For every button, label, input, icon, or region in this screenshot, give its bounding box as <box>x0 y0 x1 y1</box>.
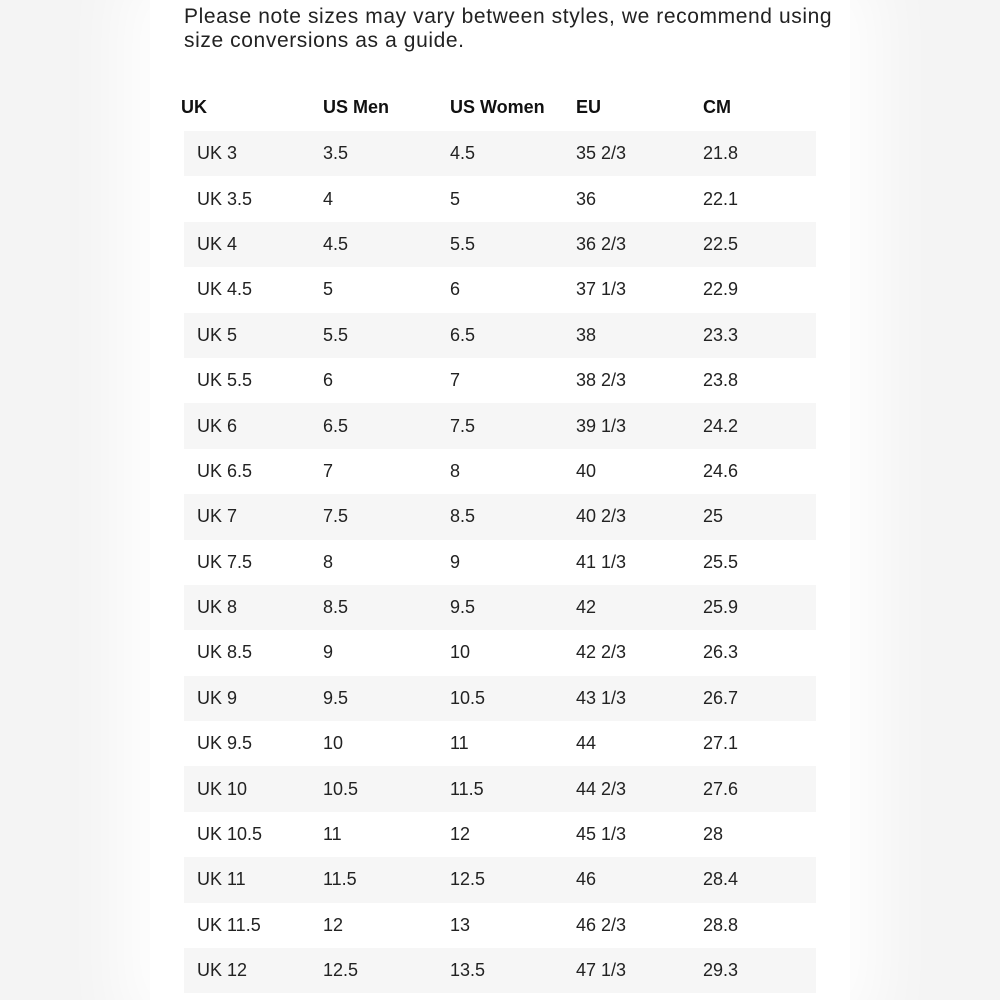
cell-eu: 43 1/3 <box>576 676 703 721</box>
cell-eu: 36 2/3 <box>576 222 703 267</box>
cell-us-men: 4 <box>323 176 450 221</box>
cell-uk: UK 10.5 <box>184 812 323 857</box>
cell-eu: 40 2/3 <box>576 494 703 539</box>
table-row <box>184 403 816 448</box>
cell-us-men: 6.5 <box>323 403 450 448</box>
cell-cm: 23.8 <box>703 358 816 403</box>
cell-eu: 38 <box>576 313 703 358</box>
cell-eu: 37 1/3 <box>576 267 703 312</box>
header-us-women: US Women <box>450 96 545 117</box>
cell-uk: UK 3 <box>184 131 323 176</box>
header-eu: EU <box>576 96 602 117</box>
table-row <box>184 766 816 811</box>
table-row <box>184 494 816 539</box>
table-body <box>184 131 816 993</box>
cell-cm: 26.3 <box>703 630 816 675</box>
cell-eu: 45 1/3 <box>576 812 703 857</box>
cell-us-men: 6 <box>323 358 450 403</box>
cell-us-men: 4.5 <box>323 222 450 267</box>
cell-eu: 42 2/3 <box>576 630 703 675</box>
cell-us-women: 4.5 <box>450 131 576 176</box>
cell-us-women: 12 <box>450 812 576 857</box>
cell-cm: 22.1 <box>703 176 816 221</box>
cell-uk: UK 5 <box>184 313 323 358</box>
cell-eu: 38 2/3 <box>576 358 703 403</box>
cell-cm: 26.7 <box>703 676 816 721</box>
cell-cm: 25.5 <box>703 540 816 585</box>
cell-cm: 24.2 <box>703 403 816 448</box>
header-cm: CM <box>703 96 731 117</box>
cell-cm: 25 <box>703 494 816 539</box>
cell-cm: 23.3 <box>703 313 816 358</box>
cell-us-women: 12.5 <box>450 857 576 902</box>
cell-us-women: 9.5 <box>450 585 576 630</box>
table-row <box>184 449 816 494</box>
cell-uk: UK 11 <box>184 857 323 902</box>
cell-uk: UK 10 <box>184 766 323 811</box>
cell-us-women: 11.5 <box>450 766 576 811</box>
cell-us-women: 7 <box>450 358 576 403</box>
cell-us-men: 8 <box>323 540 450 585</box>
cell-uk: UK 4 <box>184 222 323 267</box>
table-row <box>184 857 816 902</box>
cell-uk: UK 9.5 <box>184 721 323 766</box>
cell-cm: 28.8 <box>703 903 816 948</box>
cell-us-men: 11.5 <box>323 857 450 902</box>
cell-eu: 42 <box>576 585 703 630</box>
cell-cm: 22.5 <box>703 222 816 267</box>
cell-us-women: 9 <box>450 540 576 585</box>
cell-eu: 36 <box>576 176 703 221</box>
cell-us-women: 8.5 <box>450 494 576 539</box>
cell-cm: 27.6 <box>703 766 816 811</box>
cell-eu: 44 2/3 <box>576 766 703 811</box>
table-row <box>184 721 816 766</box>
table-row <box>184 630 816 675</box>
cell-uk: UK 6 <box>184 403 323 448</box>
cell-uk: UK 3.5 <box>184 176 323 221</box>
table-row <box>184 267 816 312</box>
cell-us-women: 10.5 <box>450 676 576 721</box>
cell-us-men: 5.5 <box>323 313 450 358</box>
table-row <box>184 358 816 403</box>
cell-eu: 47 1/3 <box>576 948 703 993</box>
cell-us-men: 10 <box>323 721 450 766</box>
cell-eu: 39 1/3 <box>576 403 703 448</box>
cell-us-men: 12 <box>323 903 450 948</box>
cell-cm: 28.4 <box>703 857 816 902</box>
table-row <box>184 585 816 630</box>
cell-us-men: 9 <box>323 630 450 675</box>
cell-us-women: 11 <box>450 721 576 766</box>
cell-us-men: 12.5 <box>323 948 450 993</box>
cell-us-men: 10.5 <box>323 766 450 811</box>
cell-uk: UK 7.5 <box>184 540 323 585</box>
cell-uk: UK 12 <box>184 948 323 993</box>
cell-us-men: 7.5 <box>323 494 450 539</box>
cell-uk: UK 6.5 <box>184 449 323 494</box>
cell-cm: 25.9 <box>703 585 816 630</box>
table-row <box>184 540 816 585</box>
cell-uk: UK 5.5 <box>184 358 323 403</box>
cell-us-men: 3.5 <box>323 131 450 176</box>
cell-cm: 24.6 <box>703 449 816 494</box>
cell-us-men: 8.5 <box>323 585 450 630</box>
cell-us-women: 13 <box>450 903 576 948</box>
cell-us-women: 13.5 <box>450 948 576 993</box>
size-note: Please note sizes may vary between styles, we recommend using size conversions as a guide. <box>184 5 833 52</box>
table-row <box>184 222 816 267</box>
cell-us-women: 7.5 <box>450 403 576 448</box>
size-conversion-table <box>181 83 816 993</box>
cell-eu: 46 <box>576 857 703 902</box>
header-uk: UK <box>181 96 207 117</box>
cell-eu: 40 <box>576 449 703 494</box>
cell-cm: 28 <box>703 812 816 857</box>
cell-uk: UK 4.5 <box>184 267 323 312</box>
cell-eu: 41 1/3 <box>576 540 703 585</box>
cell-cm: 21.8 <box>703 131 816 176</box>
table-row <box>184 948 816 993</box>
cell-uk: UK 8.5 <box>184 630 323 675</box>
cell-eu: 44 <box>576 721 703 766</box>
table-header-row <box>184 83 816 131</box>
cell-uk: UK 11.5 <box>184 903 323 948</box>
table-row <box>184 313 816 358</box>
cell-cm: 29.3 <box>703 948 816 993</box>
cell-us-women: 6 <box>450 267 576 312</box>
cell-us-women: 10 <box>450 630 576 675</box>
cell-cm: 27.1 <box>703 721 816 766</box>
cell-us-women: 6.5 <box>450 313 576 358</box>
cell-us-women: 5.5 <box>450 222 576 267</box>
cell-eu: 46 2/3 <box>576 903 703 948</box>
table-row <box>184 676 816 721</box>
cell-us-men: 11 <box>323 812 450 857</box>
table-row <box>184 176 816 221</box>
cell-us-men: 9.5 <box>323 676 450 721</box>
cell-us-men: 5 <box>323 267 450 312</box>
header-us-men: US Men <box>323 96 390 117</box>
table-row <box>184 812 816 857</box>
cell-uk: UK 8 <box>184 585 323 630</box>
cell-us-women: 5 <box>450 176 576 221</box>
cell-eu: 35 2/3 <box>576 131 703 176</box>
cell-cm: 22.9 <box>703 267 816 312</box>
cell-us-men: 7 <box>323 449 450 494</box>
cell-uk: UK 9 <box>184 676 323 721</box>
table-row <box>184 131 816 176</box>
cell-us-women: 8 <box>450 449 576 494</box>
cell-uk: UK 7 <box>184 494 323 539</box>
table-row <box>184 903 816 948</box>
